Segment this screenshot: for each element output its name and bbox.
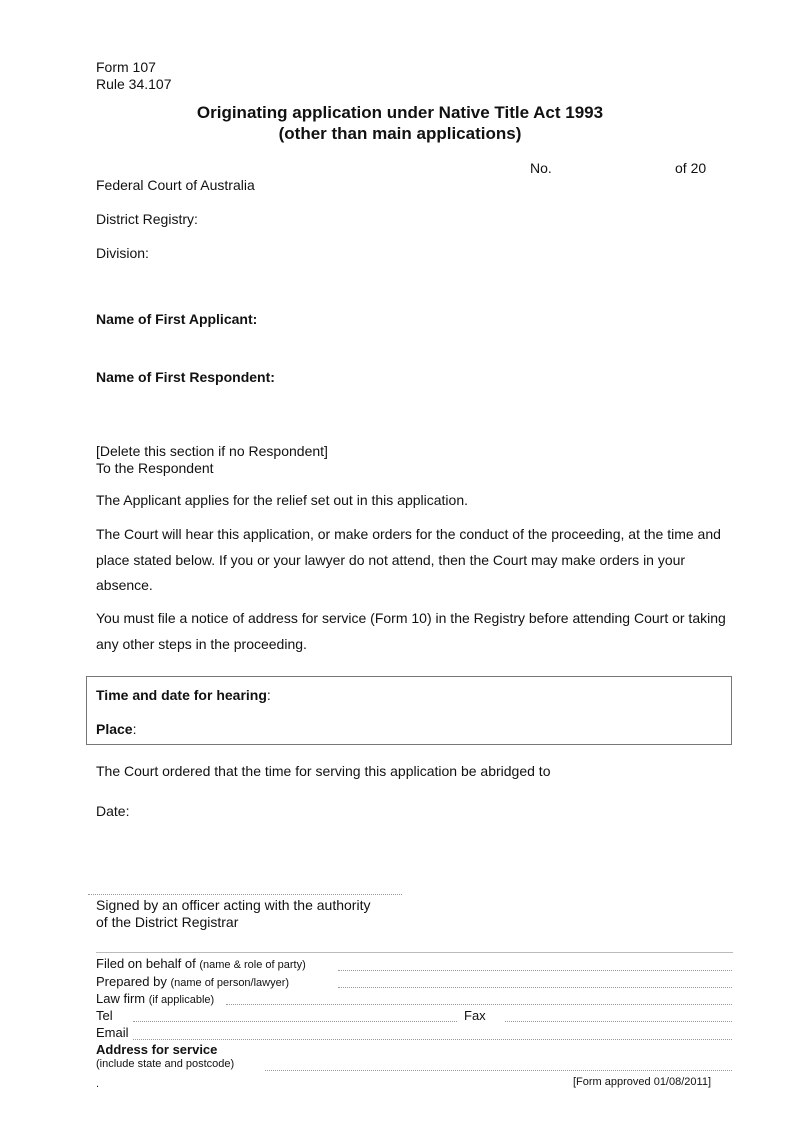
relief-paragraph: The Applicant applies for the relief set out in this application.	[96, 492, 468, 508]
prepared-by-field	[338, 987, 732, 988]
filed-hint: (name & role of party)	[199, 959, 306, 971]
form-approved-note: [Form approved 01/08/2011]	[573, 1076, 711, 1088]
first-respondent-label: Name of First Respondent:	[96, 369, 275, 385]
division-label: Division:	[96, 245, 149, 261]
email-label: Email	[96, 1025, 129, 1040]
first-applicant-label: Name of First Applicant:	[96, 311, 258, 327]
law-firm-row	[96, 991, 214, 1008]
address-for-service-hint: (include state and postcode)	[96, 1058, 235, 1070]
hearing-place-label: Place	[96, 721, 133, 737]
case-year-label: of 20	[675, 160, 707, 176]
court-name: Federal Court of Australia	[96, 177, 255, 193]
abridged-date-label: Date:	[96, 803, 130, 819]
hearing-place-row	[96, 721, 136, 738]
hearing-time-colon: :	[266, 687, 271, 703]
hearing-details-box	[86, 676, 732, 745]
form-number: Form 107	[96, 59, 156, 75]
hearing-time-label: Time and date for hearing	[96, 687, 267, 703]
case-number-label: No.	[530, 160, 552, 176]
email-field	[133, 1039, 732, 1040]
prepared-label: Prepared by	[96, 974, 167, 989]
service-paragraph: You must file a notice of address for service (Form 10) in the Registry before attending Court or taking any other steps in the proceeding.	[96, 610, 726, 652]
delete-section-note: [Delete this section if no Respondent]	[96, 443, 328, 459]
law-firm-label: Law firm	[96, 991, 146, 1006]
to-respondent-heading: To the Respondent	[96, 460, 214, 476]
hearing-paragraph: The Court will hear this application, or make orders for the conduct of the proceeding, at the time and place stated below. If you or your lawyer do not attend, then the Court may make orders in your absence.	[96, 526, 721, 593]
signature-caption-line2: of the District Registrar	[96, 914, 239, 930]
footer-top-rule	[96, 952, 733, 953]
filed-on-behalf-field	[338, 970, 732, 971]
district-registry-label: District Registry:	[96, 211, 198, 227]
address-for-service-field	[265, 1070, 732, 1071]
filed-on-behalf-row	[96, 956, 306, 973]
hearing-place-colon: :	[132, 721, 137, 737]
hearing-time-row	[96, 687, 271, 704]
signature-line	[88, 894, 402, 895]
law-firm-field	[226, 1004, 732, 1005]
tel-field	[133, 1021, 457, 1022]
abridged-text: The Court ordered that the time for serving this application be abridged to	[96, 763, 551, 779]
tel-label: Tel	[96, 1008, 113, 1023]
document-subtitle: (other than main applications)	[278, 124, 522, 143]
footer-dot: .	[96, 1078, 100, 1090]
fax-label: Fax	[464, 1008, 486, 1023]
filed-label: Filed on behalf of	[96, 956, 196, 971]
prepared-by-row	[96, 974, 289, 991]
signature-caption-line1: Signed by an officer acting with the authority	[96, 897, 371, 913]
fax-field	[505, 1021, 732, 1022]
rule-number: Rule 34.107	[96, 76, 172, 92]
prepared-hint: (name of person/lawyer)	[170, 977, 290, 989]
law-firm-hint: (if applicable)	[148, 994, 215, 1006]
address-for-service-label: Address for service	[96, 1042, 218, 1057]
document-title: Originating application under Native Title Act 1993	[196, 103, 604, 122]
